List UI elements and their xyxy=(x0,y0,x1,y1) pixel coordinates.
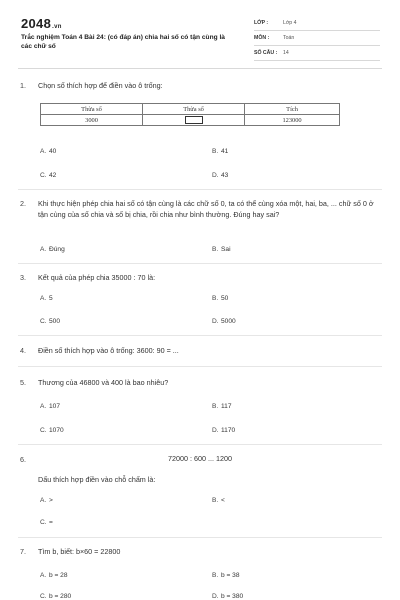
question-divider xyxy=(18,263,382,264)
option-b[interactable]: B. 41 xyxy=(212,148,229,155)
option-b[interactable]: B. 117 xyxy=(212,403,232,410)
question-divider xyxy=(18,444,382,445)
meta-panel xyxy=(254,16,380,61)
blank-input-box[interactable] xyxy=(185,116,203,124)
table-cell: 3000 xyxy=(41,115,143,126)
option-c[interactable]: C. = xyxy=(40,519,53,526)
meta-subject: MÔN : Toán xyxy=(254,31,380,46)
table-cell: 123000 xyxy=(245,115,340,126)
option-a[interactable]: A. 40 xyxy=(40,148,57,155)
header-divider xyxy=(18,68,382,69)
table-header: Thừa số xyxy=(143,104,245,115)
table-header: Thừa số xyxy=(41,104,143,115)
meta-grade: LỚP : Lớp 4 xyxy=(254,16,380,31)
document-title: Trắc nghiệm Toán 4 Bài 24: (có đáp án) chia hai số có tận cùng là các chữ số xyxy=(21,34,225,50)
option-d[interactable]: D. 5000 xyxy=(212,318,236,325)
option-d[interactable]: D. 1170 xyxy=(212,427,236,434)
table-cell-blank[interactable] xyxy=(143,115,245,126)
option-b[interactable]: B. < xyxy=(212,497,225,504)
option-b[interactable]: B. b = 38 xyxy=(212,572,240,579)
meta-question-count: SỐ CÂU : 14 xyxy=(254,46,380,61)
option-b[interactable]: B. Sai xyxy=(212,246,231,253)
option-d[interactable]: D. 43 xyxy=(212,172,229,179)
question-divider xyxy=(18,366,382,367)
answer-table xyxy=(40,103,340,126)
option-b[interactable]: B. 50 xyxy=(212,295,229,302)
question-divider xyxy=(18,189,382,190)
option-c[interactable]: C. 500 xyxy=(40,318,61,325)
option-a[interactable]: A. 107 xyxy=(40,403,61,410)
option-a[interactable]: A. b = 28 xyxy=(40,572,68,579)
question-divider xyxy=(18,335,382,336)
site-logo[interactable]: 2048.vn xyxy=(21,16,62,31)
question-6-expression: 72000 : 600 ... 1200 xyxy=(168,454,232,463)
option-c[interactable]: C. 1070 xyxy=(40,427,64,434)
option-d[interactable]: D. b = 380 xyxy=(212,593,244,600)
option-c[interactable]: C. b = 280 xyxy=(40,593,72,600)
option-c[interactable]: C. 42 xyxy=(40,172,57,179)
option-a[interactable]: A. Đúng xyxy=(40,246,65,253)
option-a[interactable]: A. > xyxy=(40,497,53,504)
option-a[interactable]: A. 5 xyxy=(40,295,53,302)
table-header: Tích xyxy=(245,104,340,115)
question-divider xyxy=(18,537,382,538)
